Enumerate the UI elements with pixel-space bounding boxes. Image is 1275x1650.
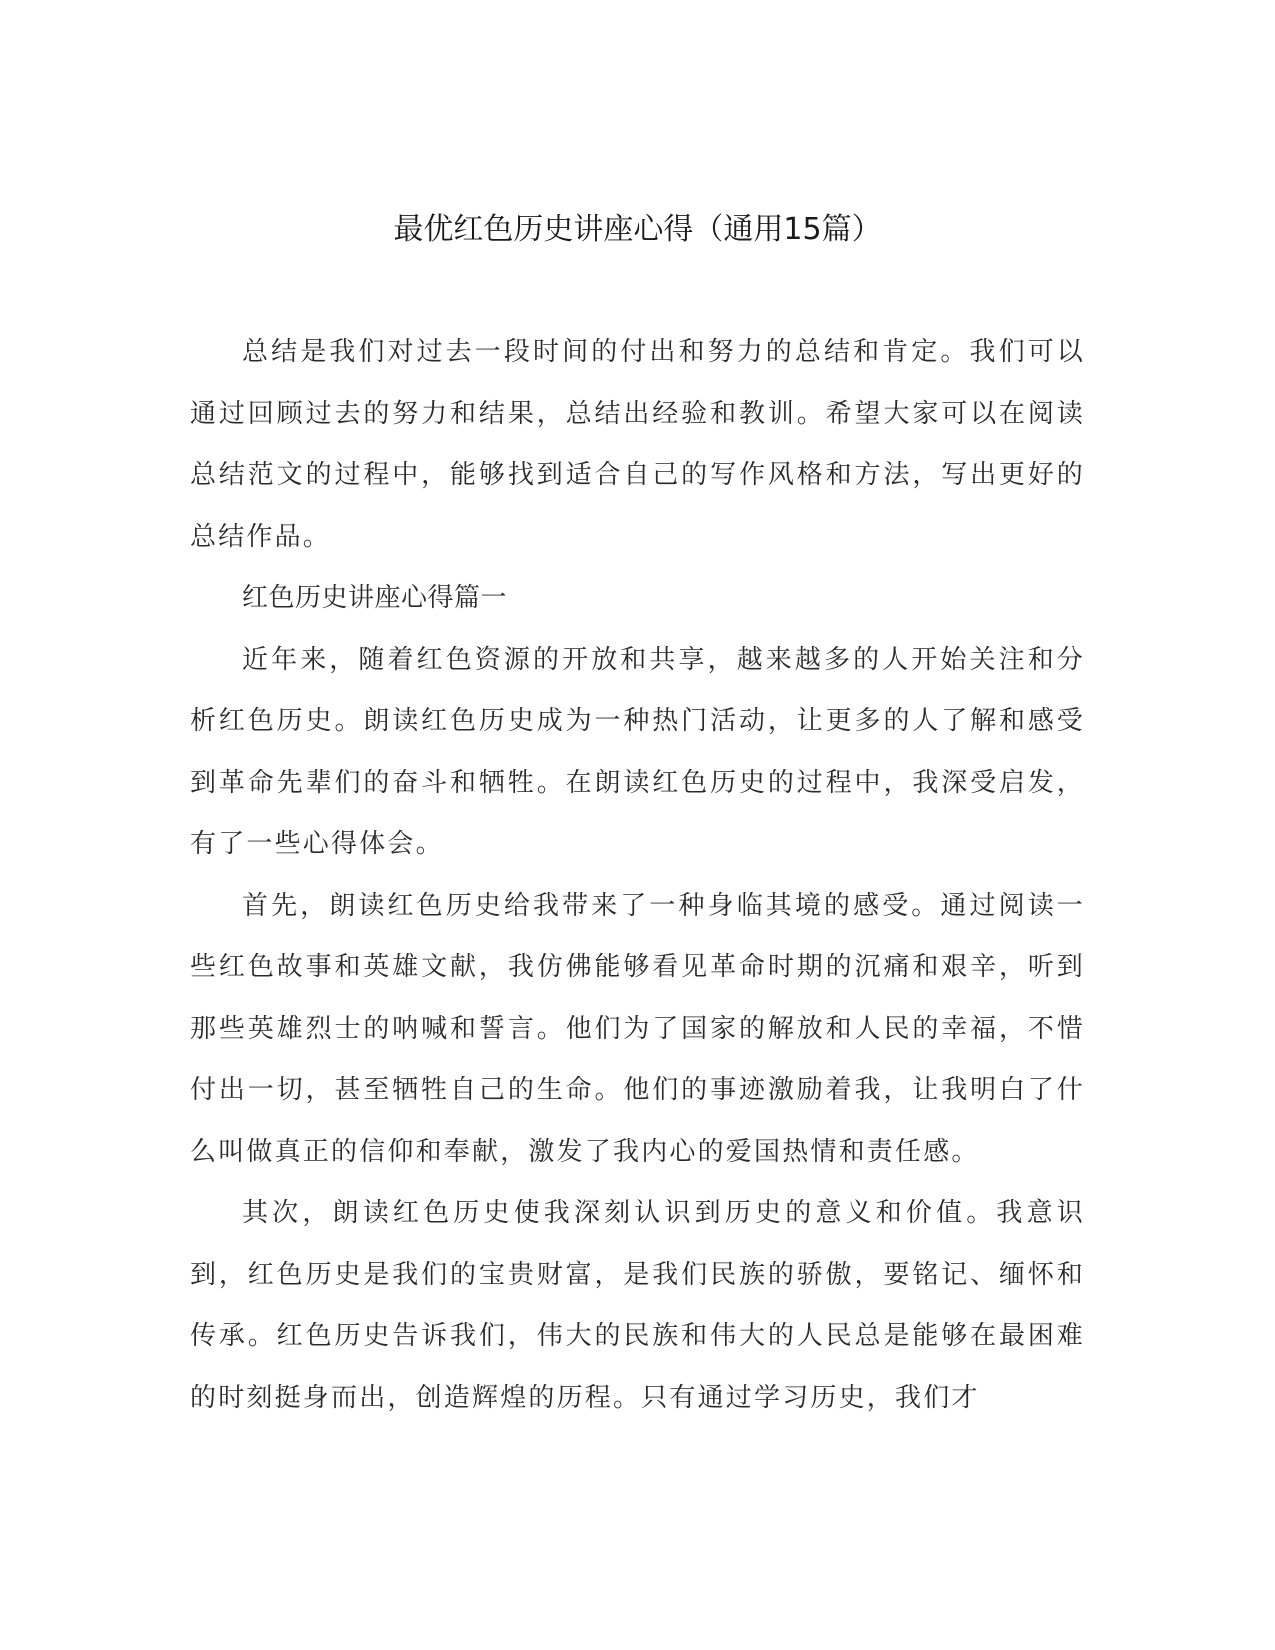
body-paragraph: 近年来，随着红色资源的开放和共享，越来越多的人开始关注和分析红色历史。朗读红色历史成为一种热门活动，让更多的人了解和感受到革命先辈们的奋斗和牺牲。在朗读红色历史的过程中，我深受启发，有了一些心得体会。 [190, 644, 1085, 859]
body-paragraph: 其次，朗读红色历史使我深刻认识到历史的意义和价值。我意识到，红色历史是我们的宝贵财富，是我们民族的骄傲，要铭记、缅怀和传承。红色历史告诉我们，伟大的民族和伟大的人民总是能够在最困难的时刻挺身而出，创造辉煌的历程。只有通过学习历史，我们才 [190, 1198, 1085, 1413]
intro-paragraph: 总结是我们对过去一段时间的付出和努力的总结和肯定。我们可以通过回顾过去的努力和结果，总结出经验和教训。希望大家可以在阅读总结范文的过程中，能够找到适合自己的写作风格和方法，写出更好的总结作品。 [190, 337, 1085, 552]
body-paragraph: 首先，朗读红色历史给我带来了一种身临其境的感受。通过阅读一些红色故事和英雄文献，我仿佛能够看见革命时期的沉痛和艰辛，听到那些英雄烈士的呐喊和誓言。他们为了国家的解放和人民的幸福，不惜付出一切，甚至牺牲自己的生命。他们的事迹激励着我，让我明白了什么叫做真正的信仰和奉献，激发了我内心的爱国热情和责任感。 [190, 890, 1085, 1167]
section-heading: 红色历史讲座心得篇一 [242, 583, 508, 613]
document-body [190, 322, 1085, 1429]
document-title: 最优红色历史讲座心得（通用15篇） [393, 212, 882, 247]
